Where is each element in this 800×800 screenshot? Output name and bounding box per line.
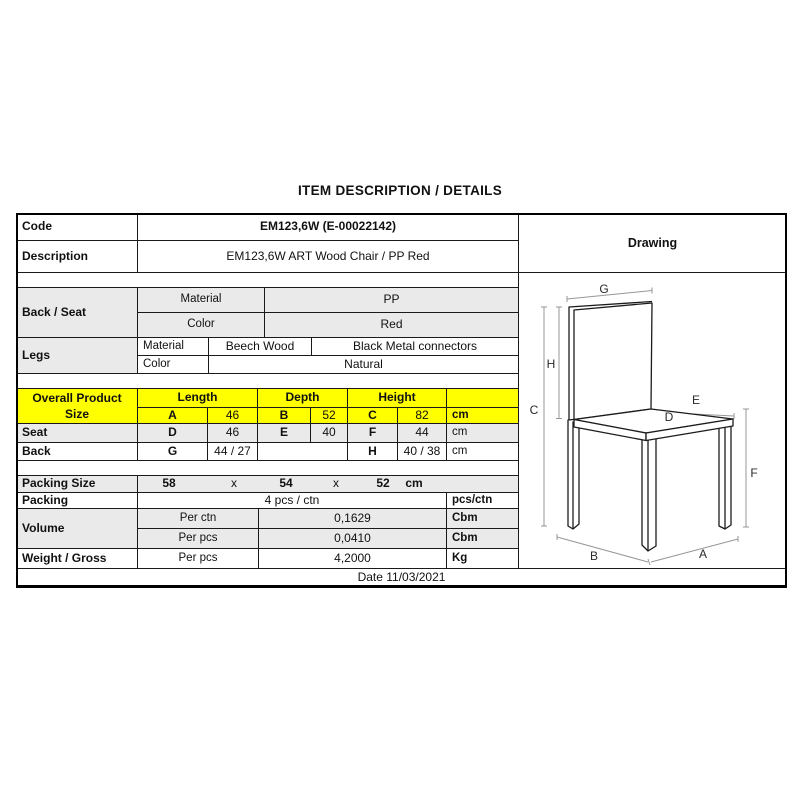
packing-label: Packing: [16, 492, 138, 509]
back-seat-label: Back / Seat: [16, 287, 138, 338]
seat-dim-letter-e: E: [257, 423, 311, 443]
chair-backrest: [574, 303, 652, 420]
dim-line-g: [567, 291, 652, 300]
weight-unit: Kg: [446, 548, 519, 569]
spacer-row: [16, 272, 519, 288]
volume-per-ctn-label: Per ctn: [137, 508, 259, 529]
back-dim-letter-g: G: [137, 442, 208, 461]
page-title: ITEM DESCRIPTION / DETAILS: [297, 183, 503, 198]
packing-size-width: 58: [162, 476, 176, 491]
weight-gross-label: Weight / Gross: [16, 548, 138, 569]
back-depth-blank-cell: [257, 442, 348, 461]
dim-line-a: [651, 539, 738, 562]
legs-material-label: Material: [137, 337, 209, 356]
dim-label-d: D: [664, 410, 674, 424]
size-header-blank-cell: [446, 388, 519, 408]
length-header: Length: [137, 388, 258, 408]
depth-header: Depth: [257, 388, 348, 408]
back-length-value: 44 / 27: [207, 442, 258, 461]
back-unit: cm: [446, 442, 519, 461]
volume-per-pcs-unit: Cbm: [446, 528, 519, 549]
seat-depth-value: 40: [310, 423, 348, 443]
legs-material-value-1: Beech Wood: [208, 337, 312, 356]
weight-per-pcs-label: Per pcs: [137, 548, 259, 569]
spacer-row: [16, 373, 519, 389]
code-value: EM123,6W (E-00022142): [137, 213, 519, 241]
back-seat-material-label: Material: [137, 287, 265, 313]
volume-per-pcs-value: 0,0410: [258, 528, 447, 549]
dim-label-b: B: [589, 549, 599, 563]
volume-per-ctn-unit: Cbm: [446, 508, 519, 529]
volume-per-ctn-value: 0,1629: [258, 508, 447, 529]
overall-dim-letter-b: B: [257, 407, 311, 424]
dim-label-a: A: [698, 547, 708, 561]
seat-height-value: 44: [397, 423, 447, 443]
date-row: Date 11/03/2021: [16, 568, 787, 588]
packing-size-x2: x: [333, 476, 339, 491]
seat-unit: cm: [446, 423, 519, 443]
overall-height-value: 82: [397, 407, 447, 424]
back-height-value: 40 / 38: [397, 442, 447, 461]
back-seat-color-label: Color: [137, 312, 265, 338]
description-label: Description: [16, 240, 138, 273]
overall-dim-letter-c: C: [347, 407, 398, 424]
legs-label: Legs: [16, 337, 138, 374]
overall-depth-value: 52: [310, 407, 348, 424]
legs-material-value-2: Black Metal connectors: [311, 337, 519, 356]
height-header: Height: [347, 388, 447, 408]
packing-size-unit: cm: [405, 476, 423, 491]
overall-dim-letter-a: A: [137, 407, 208, 424]
dim-label-f: F: [750, 466, 758, 480]
volume-label: Volume: [16, 508, 138, 549]
overall-unit: cm: [446, 407, 519, 424]
packing-size-label: Packing Size: [16, 475, 138, 493]
seat-dim-letter-d: D: [137, 423, 208, 443]
dim-label-g: G: [599, 282, 609, 296]
chair-technical-drawing: [519, 273, 786, 568]
code-label: Code: [16, 213, 138, 241]
packing-size-depth: 54: [279, 476, 293, 491]
packing-size-value: [137, 475, 519, 493]
packing-size-height: 52: [376, 476, 390, 491]
legs-color-label: Color: [137, 355, 209, 374]
legs-color-value: Natural: [208, 355, 519, 374]
back-dim-letter-h: H: [347, 442, 398, 461]
dim-label-e: E: [691, 393, 701, 407]
dim-tick: [648, 559, 650, 565]
dim-line-b: [557, 537, 648, 562]
dim-label-c: C: [529, 403, 539, 417]
description-value: EM123,6W ART Wood Chair / PP Red: [137, 240, 519, 273]
back-row-label: Back: [16, 442, 138, 461]
overall-length-value: 46: [207, 407, 258, 424]
packing-unit: pcs/ctn: [446, 492, 519, 509]
overall-product-size-label: Overall Product Size: [16, 388, 138, 424]
drawing-cell: [518, 272, 787, 569]
seat-length-value: 46: [207, 423, 258, 443]
spacer-row: [16, 460, 519, 476]
seat-row-label: Seat: [16, 423, 138, 443]
packing-value: 4 pcs / ctn: [137, 492, 447, 509]
seat-dim-letter-f: F: [347, 423, 398, 443]
back-seat-color-value: Red: [264, 312, 519, 338]
dim-label-h: H: [546, 357, 556, 371]
packing-size-x1: x: [231, 476, 237, 491]
chair-leg-front: [642, 432, 656, 551]
back-seat-material-value: PP: [264, 287, 519, 313]
weight-value: 4,2000: [258, 548, 447, 569]
volume-per-pcs-label: Per pcs: [137, 528, 259, 549]
drawing-header: Drawing: [518, 213, 787, 273]
